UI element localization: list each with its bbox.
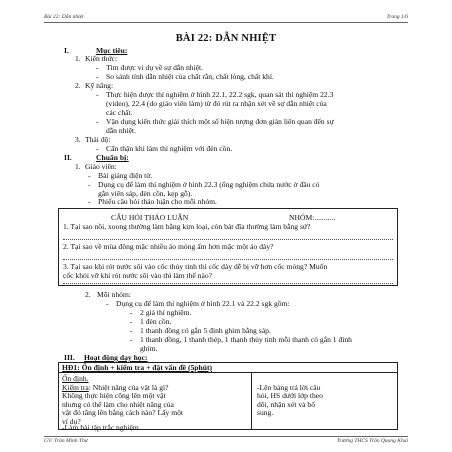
- skills-item-2-line-1: - Vận dụng kiến thức giải thích một số hiện tượng đơn giản liên quan đến sự: [106, 117, 334, 126]
- teacher-item-3: - Phiếu câu hỏi thảo luận cho mỗi nhóm.: [98, 197, 217, 206]
- activity-question-line-3: vật đó tăng lên bằng cách nào? Lấy một: [62, 408, 184, 417]
- header-page-number: Trang 1/6: [386, 14, 408, 20]
- equipment-item-3: - 1 thanh đồng có gắn 5 đinh ghim bằng sáp.: [140, 326, 271, 335]
- worksheet-heading: CÂU HỎI THẢO LUẬN: [111, 213, 189, 222]
- teacher-item-2-line-1: - Dụng cụ để làm thí nghiệm ở hình 22.3 (ống nghiệm chứa nước ở đầu có: [98, 180, 319, 189]
- section-1-number: I.: [64, 46, 69, 55]
- activity-step-settle: Ổn định.: [62, 374, 89, 383]
- check-question: : Nhiệt năng của vật là gì?: [88, 382, 169, 392]
- column-divider: [251, 373, 252, 429]
- header-lesson: Bài 22: Dẫn nhiệt: [44, 14, 84, 20]
- teacher-item-2-line-2: gắn viên sáp, đèn cồn, kẹp gỗ).: [98, 189, 193, 198]
- skills-item-1-line-1: - Thực hiện được thí nghiệm ở hình 22.1, 22.2 sgk, quan sát thí nghiệm 22.3: [106, 90, 333, 99]
- worksheet-group-field: NHÓM:...........: [289, 213, 336, 222]
- answer-line: [63, 283, 393, 284]
- student-response-line-2: hỏi, HS dưới lớp theo: [257, 391, 323, 400]
- worksheet-question-2: 2. Tại sao về mùa đông mặc nhiều áo mỏng ấm hơn mặc một áo dày?: [63, 242, 274, 251]
- activity-1-title: HĐ1: Ổn định + kiểm tra + đặt vấn đề (5phút): [62, 363, 213, 372]
- answer-line: [63, 259, 393, 260]
- section-2-number: II.: [64, 153, 72, 162]
- activity-table-header: [59, 363, 397, 373]
- lesson-title: BÀI 22: DẪN NHIỆT: [175, 33, 277, 44]
- student-response-line-3: dõi, nhận xét và bổ: [257, 399, 315, 409]
- skills-item-1-line-3: các chất.: [106, 108, 133, 117]
- attitude-label: Thái độ:: [85, 135, 111, 144]
- page-footer: [44, 436, 408, 445]
- worksheet-question-3-line-1: 3. Tại sao khi rót nước sôi vào cốc thủy tinh thì cốc dày dễ bị vỡ hơn cốc mỏng? Muốn: [63, 262, 328, 271]
- teacher-item-1: - Bài giảng điện tử.: [98, 171, 152, 180]
- activity-question-line-1: Không thực hiện công lên một vật: [62, 391, 166, 400]
- skills-number: 2.: [75, 81, 81, 90]
- knowledge-item-1: - Tìm được ví dụ về sự dẫn nhiệt.: [106, 63, 203, 72]
- section-3-heading: Hoạt động dạy học:: [84, 353, 148, 362]
- section-3-number: III.: [64, 353, 75, 362]
- section-1-heading: Mục tiêu:: [96, 46, 128, 55]
- teacher-number: 1.: [75, 162, 81, 171]
- activity-quiz: -Làm bài tập trắc nghiệm.: [62, 423, 141, 432]
- knowledge-number: 1.: [75, 54, 81, 63]
- worksheet-question-1: 1. Tại sao nồi, xoong thường làm bằng kim loại, còn bát đĩa thường làm bằng sứ?: [63, 222, 311, 231]
- student-response-line-4: sung.: [257, 408, 274, 417]
- attitude-number: 3.: [75, 135, 81, 144]
- equipment-item-1: - 2 giá thí nghiệm.: [140, 308, 191, 317]
- footer-teacher: GV: Trần Minh Thư: [44, 438, 88, 444]
- activity-question-line-2: nhưng có thể làm cho nhiệt năng của: [62, 399, 174, 409]
- page-header: [44, 14, 408, 23]
- skills-item-2-line-2: dẫn nhiệt.: [106, 126, 136, 135]
- teacher-label: Giáo viên:: [85, 162, 117, 171]
- skills-label: Kỹ năng:: [85, 81, 114, 90]
- groups-label: Mỗi nhóm:: [97, 290, 131, 299]
- equipment-item-4-line-2: ghim.: [140, 344, 158, 353]
- activity-question-line-4: ví dụ?: [62, 416, 81, 426]
- check-label: Kiểm tra: [62, 382, 89, 392]
- knowledge-label: Kiến thức:: [85, 54, 118, 63]
- skills-item-1-line-2: (video), 22.4 (do giáo viên làm) từ đó rút ra nhận xét về sự dẫn nhiệt của: [106, 99, 327, 108]
- answer-line: [63, 239, 393, 240]
- student-response-line-1: -Lên bảng trả lời câu: [257, 382, 321, 392]
- footer-school: Trường THCS Trần Quang Khai: [336, 438, 408, 444]
- equipment-item-4-line-1: - 1 thanh đồng, 1 thanh thép, 1 thanh thủy tinh mỗi thanh có gắn 1 đinh: [140, 335, 352, 344]
- section-2-heading: Chuẩn bị:: [96, 153, 129, 162]
- equipment-item-2: - 1 đèn cồn.: [140, 317, 171, 326]
- worksheet-question-3-line-2: cốc khỏi vỡ khi rót nước sôi vào thì làm thế nào?: [63, 271, 213, 280]
- groups-number: 2.: [85, 290, 91, 299]
- knowledge-item-2: - So sánh tính dẫn nhiệt của chất rắn, chất lỏng, chất khí.: [106, 72, 274, 81]
- attitude-item-1: - Cẩn thận khi làm thí nghiệm với đèn cồn.: [106, 144, 232, 153]
- groups-item-1: - Dụng cụ để làm thí nghiệm ở hình 22.1 và 22.2 sgk gồm:: [116, 299, 290, 308]
- activity-table: [58, 362, 398, 430]
- discussion-worksheet: [58, 208, 398, 286]
